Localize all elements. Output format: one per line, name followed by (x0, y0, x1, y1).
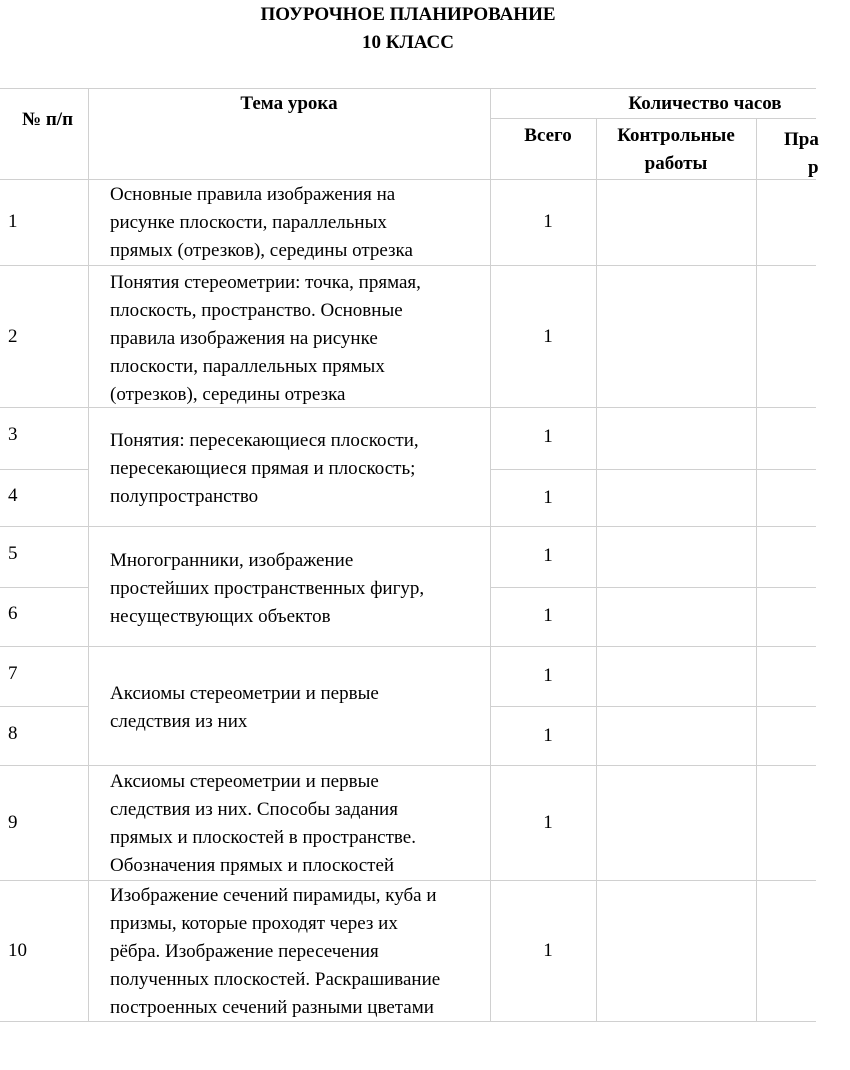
topic-line: Понятия: пересекающиеся плоскости, (110, 430, 419, 451)
topic-line: несуществующих объектов (110, 606, 331, 627)
topic-line: Аксиомы стереометрии и первые (110, 771, 379, 792)
topic-line: прямых и плоскостей в пространстве. (110, 827, 416, 848)
topic-line: правила изображения на рисунке (110, 328, 378, 349)
topic-line: простейших пространственных фигур, (110, 578, 425, 599)
grid-line (0, 880, 816, 881)
grid-line (490, 587, 816, 588)
grid-line (0, 88, 816, 89)
header-practical-partial-line2: р (808, 157, 819, 178)
topic-line: Изображение сечений пирамиды, куба и (110, 885, 437, 906)
row-hours: 1 (543, 605, 553, 626)
topic-line: пересекающиеся прямая и плоскость; (110, 458, 416, 479)
topic-line: Аксиомы стереометрии и первые (110, 683, 379, 704)
topic-line: Многогранники, изображение (110, 550, 354, 571)
grid-line (0, 765, 816, 766)
row-number: 2 (8, 326, 18, 347)
row-hours: 1 (543, 812, 553, 833)
grid-line (0, 587, 88, 588)
topic-line: полученных плоскостей. Раскрашивание (110, 969, 441, 990)
grid-line (490, 118, 816, 119)
header-topic: Тема урока (240, 93, 338, 114)
row-number: 10 (8, 940, 27, 961)
row-hours: 1 (543, 545, 553, 566)
row-hours: 1 (543, 211, 553, 232)
grid-line (88, 88, 89, 1022)
row-number: 7 (8, 663, 18, 684)
row-number: 5 (8, 543, 18, 564)
topic-line: Основные правила изображения на (110, 184, 396, 205)
row-hours: 1 (543, 487, 553, 508)
header-tests-line1: Контрольные (617, 125, 735, 146)
grid-line (0, 179, 816, 180)
topic-line: рёбра. Изображение пересечения (110, 941, 379, 962)
topic-line: Понятия стереометрии: точка, прямая, (110, 272, 421, 293)
topic-line: Обозначения прямых и плоскостей (110, 855, 395, 876)
row-hours: 1 (543, 725, 553, 746)
row-number: 8 (8, 723, 18, 744)
row-number: 1 (8, 211, 18, 232)
topic-line: призмы, которые проходят через их (110, 913, 398, 934)
topic-line: рисунке плоскости, параллельных (110, 212, 387, 233)
row-number: 4 (8, 485, 18, 506)
topic-line: полупространство (110, 486, 259, 507)
topic-line: следствия из них (110, 711, 248, 732)
grid-line (596, 118, 597, 1022)
topic-line: плоскости, параллельных прямых (110, 356, 385, 377)
row-hours: 1 (543, 426, 553, 447)
grid-line (0, 646, 816, 647)
grid-line (0, 265, 816, 266)
topic-line: (отрезков), середины отрезка (110, 384, 346, 405)
grid-line (490, 706, 816, 707)
lesson-plan-table (0, 88, 819, 1023)
row-hours: 1 (543, 940, 553, 961)
grid-line (0, 706, 88, 707)
row-number: 9 (8, 812, 18, 833)
row-number: 6 (8, 603, 18, 624)
grid-line (0, 526, 816, 527)
topic-line: следствия из них. Способы задания (110, 799, 398, 820)
document-title: ПОУРОЧНОЕ ПЛАНИРОВАНИЕ (260, 4, 556, 25)
header-total: Всего (524, 125, 572, 146)
topic-line: плоскость, пространство. Основные (110, 300, 403, 321)
row-hours: 1 (543, 665, 553, 686)
topic-line: построенных сечений разными цветами (110, 997, 434, 1018)
row-hours: 1 (543, 326, 553, 347)
header-number: № п/п (22, 109, 74, 130)
header-practical-partial-line1: Пра (784, 129, 819, 150)
grid-line (0, 469, 88, 470)
grid-line (756, 118, 757, 1022)
topic-line: прямых (отрезков), середины отрезка (110, 240, 413, 261)
header-tests-line2: работы (644, 153, 708, 174)
document-subtitle: 10 КЛАСС (362, 32, 454, 53)
row-number: 3 (8, 424, 18, 445)
header-hours: Количество часов (628, 93, 782, 114)
grid-line (490, 469, 816, 470)
